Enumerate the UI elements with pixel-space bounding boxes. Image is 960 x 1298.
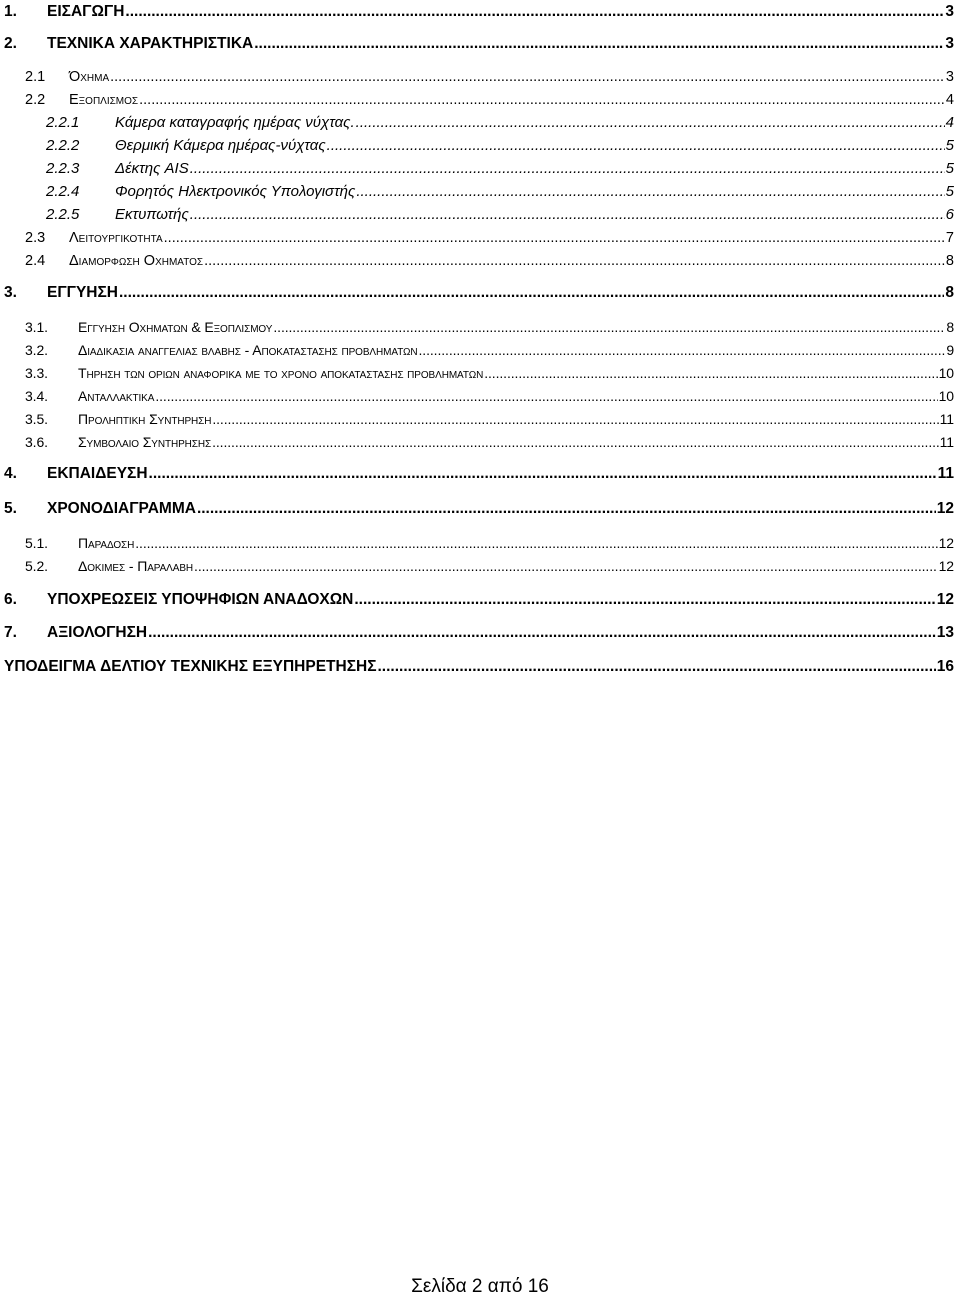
toc-entry-title-line [115, 112, 954, 134]
toc-entry[interactable] [0, 498, 954, 520]
toc-entry-title: Θερμική Κάμερα ημέρας-νύχτας [115, 137, 326, 154]
dot-leader [273, 316, 945, 338]
dot-leader [356, 112, 945, 134]
dot-leader [125, 1, 944, 23]
toc-entry-number: 4. [4, 465, 17, 482]
toc-entry[interactable] [0, 204, 954, 226]
toc-entry-title-line [47, 463, 954, 485]
toc-entry-title-line [47, 1, 954, 23]
toc-entry-title-line [47, 622, 954, 644]
toc-entry-number: 3.5. [25, 411, 48, 427]
dot-leader [194, 555, 938, 577]
toc-entry-title-line [78, 362, 954, 384]
toc-entry-title: Προληπτικη Συντηρηση [78, 411, 212, 427]
dot-leader [212, 408, 938, 430]
toc-entry-number: 2.1 [25, 69, 46, 85]
toc-entry-page: 10 [938, 388, 954, 404]
toc-entry-title: Παραδοση [78, 535, 135, 551]
toc-entry-title-line [69, 227, 954, 249]
toc-entry[interactable] [0, 385, 954, 407]
toc-entry[interactable] [0, 89, 954, 111]
toc-entry-page: 3 [945, 69, 954, 85]
dot-leader [135, 532, 937, 554]
toc-entry-number: 5.1. [25, 535, 48, 551]
dot-leader [155, 385, 937, 407]
toc-entry-page: 12 [936, 591, 954, 608]
toc-entry[interactable] [0, 408, 954, 430]
toc-entry-title: Συμβολαιο Συντηρησης [78, 434, 212, 450]
page-footer [0, 1276, 960, 1298]
toc-entry[interactable] [0, 33, 954, 55]
toc-entry-number: 3.1. [25, 319, 48, 335]
toc-entry-title-line [47, 33, 954, 55]
toc-entry-page: 11 [939, 434, 954, 450]
dot-leader [327, 135, 945, 157]
toc-entry-title-line [78, 555, 954, 577]
toc-entry-title: Όχημα [69, 69, 110, 85]
toc-entry-title-line [78, 408, 954, 430]
toc-entry-title: ΤΕΧΝΙΚΑ ΧΑΡΑΚΤΗΡΙΣΤΙΚΑ [47, 35, 254, 52]
toc-entry-page: 5 [945, 160, 954, 177]
toc-entry[interactable] [0, 66, 954, 88]
toc-entry[interactable] [0, 339, 954, 361]
toc-entry-title: ΥΠΟΧΡΕΩΣΕΙΣ ΥΠΟΨΗΦΙΩΝ ΑΝΑΔΟΧΩΝ [47, 591, 354, 608]
toc-entry-title-line [69, 250, 954, 272]
toc-entry-title: Εγγυηση Οχηματων & Εξοπλισμου [78, 319, 273, 335]
dot-leader [110, 66, 945, 88]
toc-entry-title: Διαμορφωση Οχηματος [69, 253, 204, 269]
dot-leader [212, 431, 939, 453]
toc-entry-title: Φορητός Ηλεκτρονικός Υπολογιστής [115, 183, 356, 200]
toc-entry[interactable] [0, 656, 954, 678]
dot-leader [119, 282, 944, 304]
toc-entry-title: Τηρηση των οριων αναφορικα με το χρονο αποκαταστασης προβληματων [78, 365, 484, 381]
toc-entry-number: 1. [4, 3, 17, 20]
toc-entry-title-line [4, 656, 954, 678]
dot-leader [148, 622, 936, 644]
toc-entry[interactable] [0, 362, 954, 384]
toc-entry-title: Εκτυπωτής [115, 206, 189, 223]
toc-entry-page: 8 [946, 319, 954, 335]
toc-entry[interactable] [0, 282, 954, 304]
toc-entry[interactable] [0, 112, 954, 134]
toc-entry-title: Ανταλλακτικα [78, 388, 155, 404]
toc-entry-page: 5 [945, 137, 954, 154]
toc-entry-title-line [47, 589, 954, 611]
toc-entry-title: Δοκιμες - Παραλαβη [78, 558, 194, 574]
toc-entry-page: 12 [938, 558, 954, 574]
toc-entry-number: 2.2.3 [46, 160, 80, 177]
dot-leader [164, 227, 945, 249]
toc-entry[interactable] [0, 532, 954, 554]
toc-entry-page: 8 [945, 284, 954, 301]
toc-entry-number: 3.6. [25, 434, 48, 450]
toc-entry-number: 2.2 [25, 92, 46, 108]
toc-entry-page: 4 [945, 92, 954, 108]
page-number-label: Σελίδα 2 από 16 [411, 1276, 549, 1297]
dot-leader [190, 204, 945, 226]
toc-entry-title-line [47, 498, 954, 520]
toc-entry-page: 11 [937, 465, 954, 482]
dot-leader [354, 589, 935, 611]
toc-entry-page: 3 [945, 35, 954, 52]
toc-entry-title-line [78, 431, 954, 453]
toc-entry-number: 5. [4, 500, 17, 517]
toc-entry-page: 11 [939, 411, 954, 427]
toc-entry-title: ΕΚΠΑΙΔΕΥΣΗ [47, 465, 148, 482]
toc-entry-number: 5.2. [25, 558, 48, 574]
toc-entry-page: 6 [945, 206, 954, 223]
toc-entry[interactable] [0, 181, 954, 203]
toc-entry-page: 8 [945, 253, 954, 269]
toc-entry-number: 2.2.2 [46, 137, 80, 154]
dot-leader [190, 158, 945, 180]
toc-entry[interactable] [0, 463, 954, 485]
toc-entry[interactable] [0, 227, 954, 249]
toc-entry-title-line [115, 204, 954, 226]
toc-entry[interactable] [0, 555, 954, 577]
toc-entry-number: 3.3. [25, 365, 48, 381]
toc-entry-number: 2.2.5 [46, 206, 80, 223]
toc-entry[interactable] [0, 589, 954, 611]
toc-entry-title-line [47, 282, 954, 304]
toc-entry-number: 2.4 [25, 253, 46, 269]
toc-entry-page: 12 [936, 500, 954, 517]
toc-entry-title-line [115, 135, 954, 157]
toc-entry[interactable] [0, 1, 954, 23]
toc-entry-title: ΧΡΟΝΟΔΙΑΓΡΑΜΜΑ [47, 500, 196, 517]
toc-entry-page: 5 [945, 183, 954, 200]
toc-entry-number: 2.2.4 [46, 183, 80, 200]
toc-entry[interactable] [0, 135, 954, 157]
toc-entry-title-line [69, 89, 954, 111]
toc-entry-page: 7 [945, 230, 954, 246]
toc-entry[interactable] [0, 250, 954, 272]
toc-entry-title: Δέκτης AIS [115, 160, 189, 177]
toc-entry-number: 3.2. [25, 342, 48, 358]
toc-entry[interactable] [0, 158, 954, 180]
toc-entry-number: 2. [4, 35, 17, 52]
toc-entry-page: 4 [945, 114, 954, 131]
toc-entry-number: 6. [4, 591, 17, 608]
dot-leader [378, 656, 936, 678]
toc-entry-title-line [78, 339, 954, 361]
toc-entry-title: Εξοπλισμος [69, 92, 139, 108]
toc-entry-title: ΑΞΙΟΛΟΓΗΣΗ [47, 624, 148, 641]
toc-entry[interactable] [0, 431, 954, 453]
toc-entry-page: 3 [945, 3, 954, 20]
dot-leader [254, 33, 944, 55]
toc-entry-title: ΕΙΣΑΓΩΓΗ [47, 3, 125, 20]
dot-leader [197, 498, 936, 520]
toc-entry-number: 3.4. [25, 388, 48, 404]
toc-entry[interactable] [0, 316, 954, 338]
toc-entry-title-line [115, 158, 954, 180]
toc-entry-title: Κάμερα καταγραφής ημέρας νύχτας. [115, 114, 355, 131]
toc-entry-number: 3. [4, 284, 17, 301]
dot-leader [419, 339, 946, 361]
toc-entry-title-line [78, 316, 954, 338]
toc-entry-title-line [78, 532, 954, 554]
toc-entry-title-line [115, 181, 954, 203]
dot-leader [149, 463, 937, 485]
toc-entry-number: 2.3 [25, 230, 46, 246]
toc-entry-number: 7. [4, 624, 17, 641]
toc-entry-page: 10 [938, 365, 954, 381]
toc-entry-page: 12 [938, 535, 954, 551]
dot-leader [484, 362, 937, 384]
toc-entry-title: ΥΠΟΔΕΙΓΜΑ ΔΕΛΤΙΟΥ ΤΕΧΝΙΚΗΣ ΕΞΥΠΗΡΕΤΗΣΗΣ [4, 658, 377, 675]
toc-entry-page: 16 [936, 658, 954, 675]
dot-leader [139, 89, 945, 111]
toc-entry-title: Διαδικασια αναγγελιας βλαβης - Αποκαταστασης προβληματων [78, 342, 418, 358]
toc-entry-title-line [78, 385, 954, 407]
toc-entry-page: 9 [946, 342, 954, 358]
toc-entry-page: 13 [936, 624, 954, 641]
toc-entry-title: Λειτουργικοτητα [69, 230, 163, 246]
toc-entry-title-line [69, 66, 954, 88]
toc-entry-number: 2.2.1 [46, 114, 80, 131]
dot-leader [204, 250, 945, 272]
dot-leader [356, 181, 944, 203]
toc-entry[interactable] [0, 622, 954, 644]
toc-entry-title: ΕΓΓΥΗΣΗ [47, 284, 118, 301]
